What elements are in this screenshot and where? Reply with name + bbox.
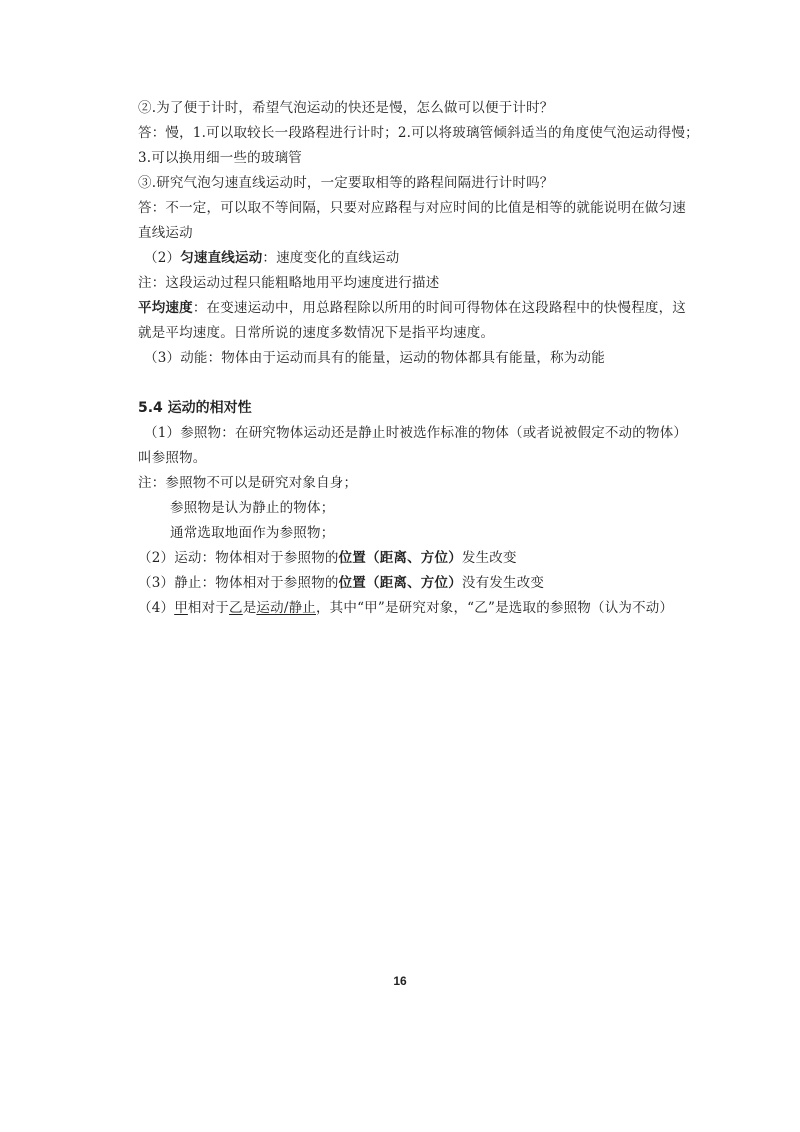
page-number: 16 <box>393 974 407 988</box>
reference-note-2: 参照物是认为静止的物体； <box>170 500 335 516</box>
relativity-is: 是 <box>242 600 257 616</box>
item-2-term: 匀速直线运动 <box>180 250 263 266</box>
reference-note-3: 通常选取地面作为参照物； <box>170 525 335 541</box>
motion-position-bold: 位置（距离、方位） <box>338 550 462 566</box>
item-3-kinetic-energy: （3）动能：物体由于运动而具有的能量，运动的物体都具有能量，称为动能 <box>144 350 605 366</box>
question-2: ②.为了便于计时，希望气泡运动的快还是慢，怎么做可以便于计时？ <box>138 100 554 116</box>
rest-suffix: 没有发生改变 <box>461 575 545 591</box>
average-speed-line-1 <box>138 299 686 317</box>
relativity-prefix: （4） <box>138 600 175 616</box>
answer-3-line-1: 答：不一定，可以取不等间隔，只要对应路程与对应时间的比值是相等的就能说明在做匀速 <box>138 200 686 216</box>
rest-position-bold: 位置（距离、方位） <box>338 575 462 591</box>
motion-definition <box>138 549 517 567</box>
relativity-subject-jia: 甲 <box>174 600 188 616</box>
section-title: 5.4 运动的相对性 <box>138 400 252 416</box>
average-speed-line-2: 就是平均速度。日常所说的速度多数情况下是指平均速度。 <box>138 325 495 341</box>
average-speed-term: 平均速度 <box>138 300 193 316</box>
motion-prefix: （2）运动：物体相对于参照物的 <box>138 550 339 566</box>
average-speed-definition-1: ：在变速运动中，用总路程除以所用的时间可得物体在这段路程中的快慢程度，这 <box>192 300 687 316</box>
answer-2-line-2: 3.可以换用细一些的玻璃管 <box>138 150 302 166</box>
item-2-definition: ：速度变化的直线运动 <box>262 250 400 266</box>
rest-prefix: （3）静止：物体相对于参照物的 <box>138 575 339 591</box>
item-2-variable-motion <box>144 249 399 267</box>
relativity-state: 运动/静止 <box>256 600 316 616</box>
reference-definition-line-1: （1）参照物：在研究物体运动还是静止时被选作标准的物体（或者说被假定不动的物体） <box>144 425 688 441</box>
relativity-explanation: ，其中“甲”是研究对象，“乙”是选取的参照物（认为不动） <box>315 600 674 616</box>
answer-3-line-2: 直线运动 <box>138 225 193 241</box>
rest-definition <box>138 574 544 592</box>
reference-note-1: 注：参照物不可以是研究对象自身； <box>138 475 358 491</box>
relativity-statement <box>138 599 673 617</box>
item-2-prefix: （2） <box>144 250 181 266</box>
question-3: ③.研究气泡匀速直线运动时，一定要取相等的路程间隔进行计时吗？ <box>138 175 554 191</box>
motion-suffix: 发生改变 <box>461 550 517 566</box>
relativity-relative-to: 相对于 <box>187 600 230 616</box>
answer-2-line-1: 答：慢，1.可以取较长一段路程进行计时；2.可以将玻璃管倾斜适当的角度使气泡运动得慢； <box>138 125 699 141</box>
note-average-speed: 注：这段运动过程只能粗略地用平均速度进行描述 <box>138 275 440 291</box>
reference-definition-line-2: 叫参照物。 <box>138 450 207 466</box>
relativity-reference-yi: 乙 <box>229 600 243 616</box>
